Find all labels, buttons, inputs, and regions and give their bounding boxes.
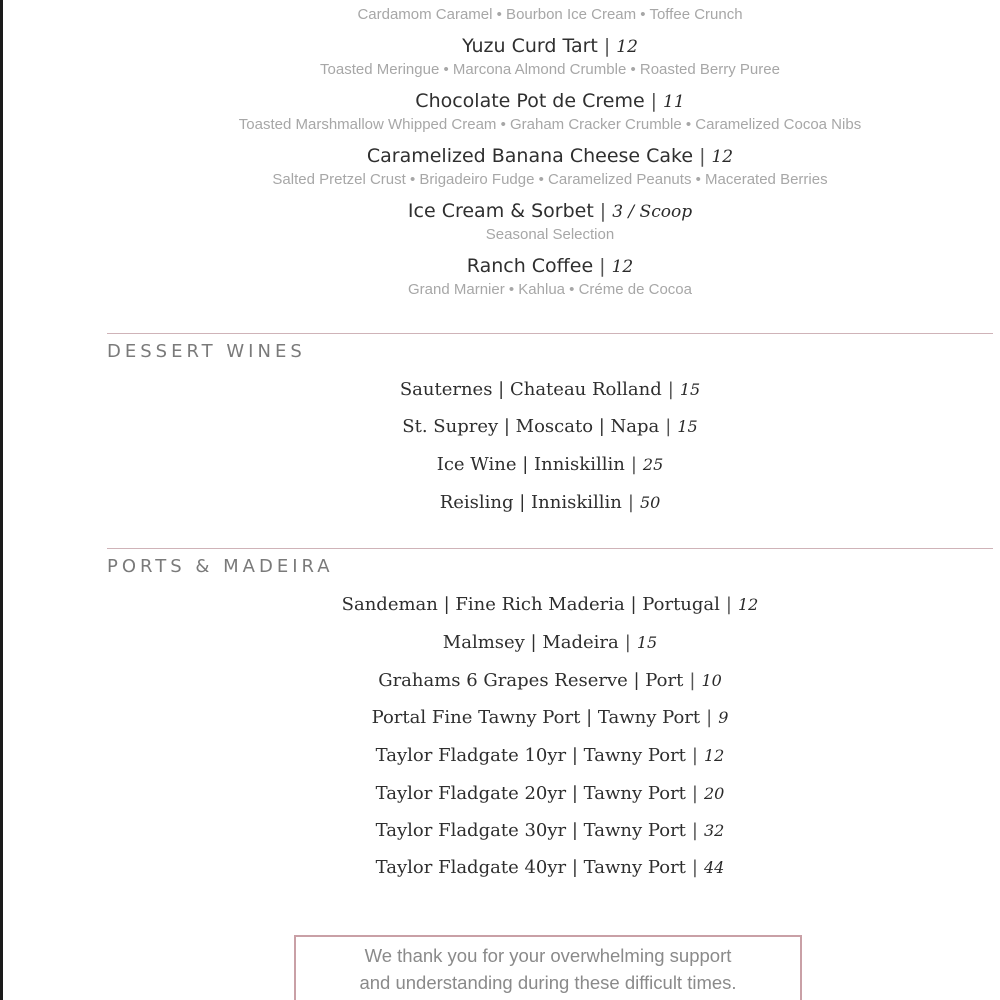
list-item	[372, 707, 729, 728]
separator: |	[665, 416, 672, 437]
dessert-item-name	[408, 200, 692, 222]
list-item	[402, 416, 697, 437]
list-item	[400, 379, 700, 400]
thank-you-line: and understanding during these difficult times.	[359, 972, 737, 993]
item-price: 50	[639, 493, 661, 512]
list-item	[376, 745, 725, 766]
dessert-price: 12	[616, 37, 638, 57]
dessert-description: Cardamom Caramel • Bourbon Ice Cream • Toffee Crunch	[357, 6, 743, 23]
separator: |	[706, 707, 713, 728]
separator: |	[624, 632, 631, 653]
thank-you-line: We thank you for your overwhelming support	[364, 945, 732, 966]
separator: |	[699, 145, 706, 167]
dessert-description: Toasted Meringue • Marcona Almond Crumble • Roasted Berry Puree	[320, 61, 780, 78]
list-item	[378, 670, 722, 691]
dessert-description: Seasonal Selection	[485, 226, 615, 243]
separator: |	[691, 820, 698, 841]
section-title-ports-madeira: PORTS & MADEIRA	[107, 556, 334, 577]
dessert-item-name	[462, 35, 638, 57]
dessert-price: 11	[663, 92, 685, 112]
item-name: Taylor Fladgate 40yr | Tawny Port	[375, 857, 686, 878]
dessert-name-text: Ranch Coffee	[466, 255, 594, 277]
item-name: Taylor Fladgate 30yr | Tawny Port	[375, 820, 686, 841]
item-name: Sandeman | Fine Rich Maderia | Portugal	[341, 594, 720, 615]
item-price: 32	[703, 821, 725, 840]
separator: |	[599, 200, 607, 222]
item-name: Taylor Fladgate 20yr | Tawny Port	[375, 783, 686, 804]
separator: |	[689, 670, 696, 691]
dessert-item-name	[367, 145, 733, 167]
section-divider	[107, 548, 993, 549]
item-name: Grahams 6 Grapes Reserve | Port	[378, 670, 684, 691]
item-price: 44	[703, 858, 725, 877]
separator: |	[667, 379, 674, 400]
item-name: Sauternes | Chateau Rolland	[399, 379, 662, 400]
dessert-name-text: Caramelized Banana Cheese Cake	[366, 145, 694, 167]
list-item	[342, 594, 759, 615]
list-item	[437, 454, 664, 475]
item-price: 15	[679, 380, 701, 399]
separator: |	[650, 90, 658, 112]
list-item	[376, 820, 725, 841]
dessert-price: 3 / Scoop	[612, 202, 693, 222]
list-item	[440, 492, 661, 513]
list-item	[443, 632, 657, 653]
item-price: 12	[737, 595, 759, 614]
section-divider	[107, 333, 993, 334]
list-item	[376, 783, 725, 804]
thank-you-note	[294, 935, 802, 1000]
list-item	[376, 857, 725, 878]
item-name: St. Suprey | Moscato | Napa	[402, 416, 660, 437]
item-price: 12	[703, 746, 725, 765]
dessert-name-text: Chocolate Pot de Creme	[415, 90, 645, 112]
item-name: Portal Fine Tawny Port | Tawny Port	[371, 707, 701, 728]
item-price: 20	[703, 784, 725, 803]
item-name: Reisling | Inniskillin	[439, 492, 622, 513]
dessert-name-text: Ice Cream & Sorbet	[407, 200, 594, 222]
separator: |	[627, 492, 634, 513]
dessert-price: 12	[711, 147, 734, 167]
section-title-dessert-wines: DESSERT WINES	[107, 341, 306, 362]
dessert-description: Salted Pretzel Crust • Brigadeiro Fudge • Caramelized Peanuts • Macerated Berries	[272, 171, 828, 188]
separator: |	[691, 783, 698, 804]
separator: |	[630, 454, 637, 475]
dessert-description: Toasted Marshmallow Whipped Cream • Graham Cracker Crumble • Caramelized Cocoa Nibs	[238, 116, 862, 133]
item-price: 9	[718, 708, 729, 727]
dessert-item-name	[467, 255, 633, 277]
separator: |	[599, 255, 606, 277]
item-price: 15	[636, 633, 658, 652]
separator: |	[691, 745, 698, 766]
item-price: 10	[701, 671, 722, 690]
separator: |	[691, 857, 698, 878]
separator: |	[725, 594, 732, 615]
item-name: Malmsey | Madeira	[442, 632, 619, 653]
dessert-name-text: Yuzu Curd Tart	[462, 35, 598, 57]
item-name: Taylor Fladgate 10yr | Tawny Port	[375, 745, 686, 766]
item-name: Ice Wine | Inniskillin	[436, 454, 625, 475]
item-price: 15	[677, 417, 698, 436]
item-price: 25	[642, 455, 664, 474]
dessert-price: 12	[611, 257, 634, 277]
dessert-item-name	[415, 90, 684, 112]
separator: |	[603, 35, 611, 57]
dessert-description: Grand Marnier • Kahlua • Créme de Cocoa	[408, 281, 692, 298]
